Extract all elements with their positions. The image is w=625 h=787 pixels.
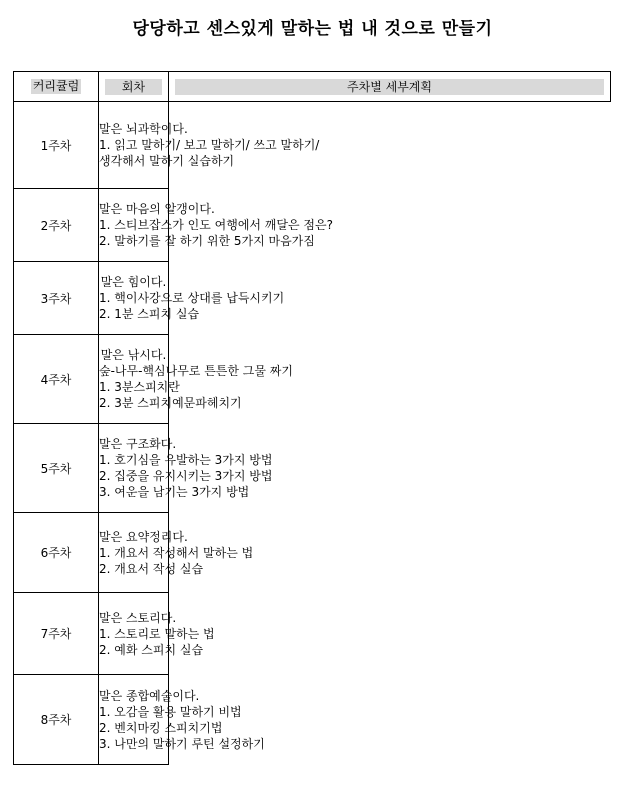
week-label: 4주차 xyxy=(40,372,72,387)
plan-line: 3. 여운을 남기는 3가지 방법 xyxy=(99,485,250,499)
week-cell xyxy=(14,189,99,262)
week-row xyxy=(14,189,611,262)
week-row xyxy=(14,335,611,424)
plan-cell xyxy=(99,262,285,335)
plan-line: 2. 집중을 유지시키는 3가지 방법 xyxy=(99,469,273,483)
plan-line: 1. 오감을 활용 말하기 비법 xyxy=(99,704,242,719)
header-round-cell xyxy=(99,72,169,102)
week-row xyxy=(14,675,611,765)
header-plan-cell xyxy=(169,72,611,102)
week-row xyxy=(14,424,611,513)
plan-line: 말은 요약정리다. xyxy=(99,529,188,544)
plan-line: 1. 읽고 말하기/ 보고 말하기/ 쓰고 말하기/ xyxy=(99,138,320,152)
plan-line: 2. 예화 스피치 실습 xyxy=(99,642,204,657)
plan-line: 2. 개요서 작성 실습 xyxy=(99,561,204,576)
plan-line: 1. 핵이사강으로 상대를 납득시키기 xyxy=(99,291,285,305)
week-label: 6주차 xyxy=(40,546,72,560)
plan-cell xyxy=(99,675,265,765)
plan-line: 1. 3분스피치란 xyxy=(99,380,180,394)
plan-cell xyxy=(99,593,215,675)
week-label: 1주차 xyxy=(40,138,72,153)
week-cell xyxy=(14,513,99,593)
plan-line: 1. 스티브잡스가 인도 여행에서 깨달은 점은? xyxy=(99,218,333,232)
plan-line: 2. 벤치마킹 스피치기법 xyxy=(99,720,223,735)
plan-line: 2. 1분 스피치 실습 xyxy=(99,307,200,321)
plan-line: 말은 낚시다. xyxy=(100,348,167,362)
plan-cell xyxy=(99,424,273,513)
plan-line: 숲-나무-핵심나무로 튼튼한 그물 짜기 xyxy=(99,364,293,378)
section-label: 커리큘럼 xyxy=(32,79,80,93)
week-label: 2주차 xyxy=(40,218,72,233)
plan-cell xyxy=(99,102,320,189)
plan-line: 2. 3분 스피치예문파헤치기 xyxy=(99,396,242,410)
plan-line: 말은 마음의 알갱이다. xyxy=(99,202,215,216)
week-row xyxy=(14,513,611,593)
week-label: 7주차 xyxy=(40,627,72,641)
plan-line: 생각해서 말하기 실습하기 xyxy=(99,154,235,168)
plan-line: 1. 스토리로 말하는 법 xyxy=(99,626,215,641)
week-row xyxy=(14,102,611,189)
header-plan: 주차별 세부계획 xyxy=(175,79,604,95)
document-title: 당당하고 센스있게 말하는 법 내 것으로 만들기 xyxy=(132,19,493,39)
plan-line: 1. 호기심을 유발하는 3가지 방법 xyxy=(99,453,273,467)
plan-line: 말은 종합예술이다. xyxy=(99,688,200,703)
week-label: 5주차 xyxy=(40,461,72,476)
week-cell xyxy=(14,593,99,675)
section-label-cell xyxy=(14,72,99,102)
week-cell xyxy=(14,262,99,335)
plan-cell xyxy=(99,513,254,593)
plan-line: 말은 스토리다. xyxy=(99,610,177,625)
week-cell xyxy=(14,102,99,189)
plan-line: 말은 힘이다. xyxy=(100,275,167,289)
week-row xyxy=(14,262,611,335)
plan-line: 3. 나만의 말하기 루틴 설정하기 xyxy=(99,736,265,751)
week-row xyxy=(14,593,611,675)
week-label: 8주차 xyxy=(40,713,72,727)
plan-cell xyxy=(99,335,293,424)
week-label: 3주차 xyxy=(40,291,72,306)
curriculum-table xyxy=(13,71,611,765)
header-row xyxy=(14,72,611,102)
plan-line: 2. 말하기를 잘 하기 위한 5가지 마음가짐 xyxy=(99,234,315,248)
plan-line: 말은 뇌과학이다. xyxy=(99,122,188,136)
week-cell xyxy=(14,675,99,765)
plan-line: 말은 구조화다. xyxy=(99,437,177,451)
plan-cell xyxy=(99,189,333,262)
week-cell xyxy=(14,424,99,513)
header-round: 회차 xyxy=(105,79,162,95)
week-cell xyxy=(14,335,99,424)
plan-line: 1. 개요서 작성해서 말하는 법 xyxy=(99,545,254,560)
